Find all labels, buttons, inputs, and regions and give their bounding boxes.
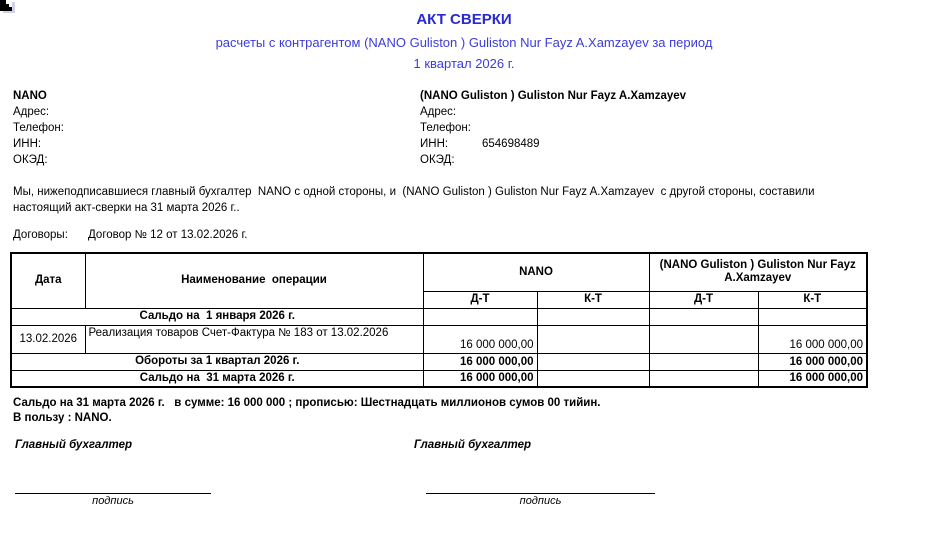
operation-contractor-debit: [649, 325, 758, 353]
contracts-line: [13, 227, 928, 243]
operation-description[interactable]: Реализация товаров Счет-Фактура № 183 от 13.02.2026: [85, 325, 423, 353]
signature-caption-org: подпись: [92, 495, 134, 507]
report-title: АКТ СВЕРКИ: [416, 11, 512, 28]
org-name: NANO: [13, 90, 47, 102]
contractor-inn-label: ИНН:: [420, 138, 449, 150]
summary-balance-line: Сальдо на 31 марта 2026 г. в сумме: 16 000 000 ; прописью: Шестнадцать миллионов сумов 00 тийин.: [13, 397, 601, 409]
summary-block: [13, 396, 915, 426]
contractor-inn-value: 654698489: [482, 138, 540, 150]
col-group-org: NANO: [423, 253, 649, 291]
opening-contractor-credit: [758, 308, 867, 325]
operation-date: 13.02.2026: [11, 325, 85, 353]
signature-title-org: Главный бухгалтер: [15, 439, 133, 451]
grouping-corner-icon[interactable]: [0, 0, 16, 15]
report-subtitle: расчеты с контрагентом (NANO Guliston ) Guliston Nur Fayz A.Xamzayev за период: [215, 35, 713, 50]
turnover-contractor-debit: [649, 353, 758, 370]
contractor-address-label: Адрес:: [420, 106, 457, 118]
turnover-total-row: [11, 353, 867, 370]
turnover-org-debit: 16 000 000,00: [423, 353, 537, 370]
opening-contractor-debit: [649, 308, 758, 325]
turnover-org-credit: [537, 353, 649, 370]
signature-block-org: [15, 493, 211, 508]
operation-org-debit: 16 000 000,00: [423, 325, 537, 353]
opening-org-credit: [537, 308, 649, 325]
col-header-org-debit: Д-Т: [423, 291, 537, 308]
col-header-org-credit: К-Т: [537, 291, 649, 308]
signature-title-contractor: Главный бухгалтер: [414, 439, 532, 451]
closing-contractor-credit: 16 000 000,00: [758, 370, 867, 387]
report-period: 1 квартал 2026 г.: [413, 56, 515, 71]
col-header-contractor-credit: К-Т: [758, 291, 867, 308]
table-header-row: [11, 253, 867, 291]
turnover-contractor-credit: 16 000 000,00: [758, 353, 867, 370]
closing-org-debit: 16 000 000,00: [423, 370, 537, 387]
closing-balance-label: Сальдо на 31 марта 2026 г.: [11, 370, 423, 387]
org-phone-label: Телефон:: [13, 122, 64, 134]
closing-balance-row: [11, 370, 867, 387]
turnover-label: Обороты за 1 квартал 2026 г.: [11, 353, 423, 370]
col-header-date: Дата: [11, 253, 85, 308]
operation-contractor-credit: 16 000 000,00: [758, 325, 867, 353]
preamble-text: Мы, нижеподписавшиеся главный бухгалтер NANO с одной стороны, и (NANO Guliston ) Guliston Nur Fayz A.Xamzayev с другой стороны, составили настоящий акт-сверки на 31 марта 2026 г..: [13, 186, 818, 214]
summary-favor-line: В пользу : NANO.: [13, 412, 112, 424]
closing-contractor-debit: [649, 370, 758, 387]
reconciliation-table: [10, 252, 868, 388]
contractor-oked-label: ОКЭД:: [420, 154, 455, 166]
contractor-phone-label: Телефон:: [420, 122, 471, 134]
signature-block-contractor: [426, 493, 655, 508]
operation-org-credit: [537, 325, 649, 353]
opening-balance-label: Сальдо на 1 января 2026 г.: [11, 308, 423, 325]
party-contractor: [420, 88, 890, 168]
contracts-label: Договоры:: [13, 229, 68, 241]
col-header-operation: Наименование операции: [85, 253, 423, 308]
closing-org-credit: [537, 370, 649, 387]
signature-lines: [0, 493, 928, 508]
org-address-label: Адрес:: [13, 106, 50, 118]
org-oked-label: ОКЭД:: [13, 154, 48, 166]
org-inn-label: ИНН:: [13, 138, 42, 150]
opening-org-debit: [423, 308, 537, 325]
signature-titles: [0, 437, 928, 453]
col-header-contractor-debit: Д-Т: [649, 291, 758, 308]
parties-block: [0, 88, 928, 168]
operation-row: [11, 325, 867, 353]
signature-caption-contractor: подпись: [519, 495, 562, 507]
party-org: [13, 88, 420, 168]
col-group-contractor: (NANO Guliston ) Guliston Nur Fayz A.Xamzayev: [649, 253, 867, 291]
contracts-value: Договор № 12 от 13.02.2026 г.: [88, 229, 248, 241]
opening-balance-row: [11, 308, 867, 325]
contractor-name: (NANO Guliston ) Guliston Nur Fayz A.Xamzayev: [420, 90, 687, 102]
